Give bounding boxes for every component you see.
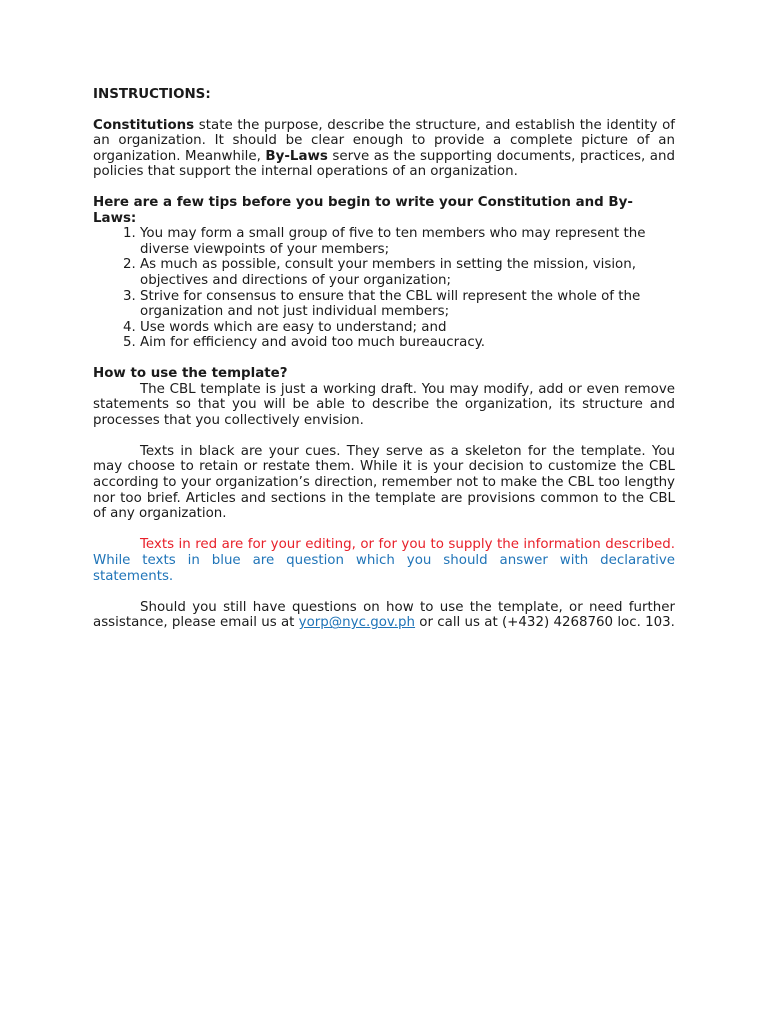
tips-list — [93, 226, 675, 351]
list-item: 1. You may form a small group of five to ten members who may represent the diverse viewpoints of your members; — [140, 226, 675, 257]
list-item: 4. Use words which are easy to understand; and — [140, 320, 675, 336]
constitutions-term: Constitutions — [93, 117, 195, 133]
howto-heading: How to use the template? — [93, 365, 288, 381]
howto-paragraph-4 — [93, 600, 675, 631]
document-page — [93, 87, 675, 631]
contact-text-after: or call us at (+432) 4268760 loc. 103. — [415, 615, 675, 631]
bylaws-term: By-Laws — [265, 148, 328, 164]
intro-paragraph — [93, 118, 675, 180]
instructions-heading: INSTRUCTIONS: — [93, 87, 211, 102]
list-item: 5. Aim for efficiency and avoid too much bureaucracy. — [140, 335, 675, 351]
email-link[interactable]: yorp@nyc.gov.ph — [298, 615, 416, 631]
list-item: 2. As much as possible, consult your members in setting the mission, vision, objectives and directions of your organization; — [140, 257, 675, 288]
contact-text-before: Should you still have questions on how to use the template, or need further assistance, please email us at — [93, 599, 675, 631]
howto-paragraph-3 — [93, 537, 675, 584]
intro-text-2: serve as the supporting documents, practices, and policies that support the internal operations of an organization. — [93, 148, 675, 180]
tips-heading: Here are a few tips before you begin to write your Constitution and By-Laws: — [93, 194, 633, 226]
intro-text-1: state the purpose, describe the structure, and establish the identity of an organization. It should be clear enough to provide a complete picture of an organization. Meanwhile, — [93, 117, 675, 164]
blue-text: While texts in blue are question which you should answer with declarative statements. — [93, 553, 675, 584]
howto-paragraph-2: Texts in black are your cues. They serve as a skeleton for the template. You may choose to retain or restate them. While it is your decision to customize the CBL according to your organization’s direction, remember not to make the CBL too lengthy nor too brief. Articles and sections in the template are provisions common to the CBL of any organization. — [93, 443, 675, 522]
red-text: Texts in red are for your editing, or for you to supply the information described. — [140, 537, 675, 553]
list-item: 3. Strive for consensus to ensure that the CBL will represent the whole of the organization and not just individual members; — [140, 289, 675, 320]
howto-paragraph-1: The CBL template is just a working draft. You may modify, add or even remove statements so that you will be able to describe the organization, its structure and processes that you collectively envision. — [93, 381, 675, 428]
